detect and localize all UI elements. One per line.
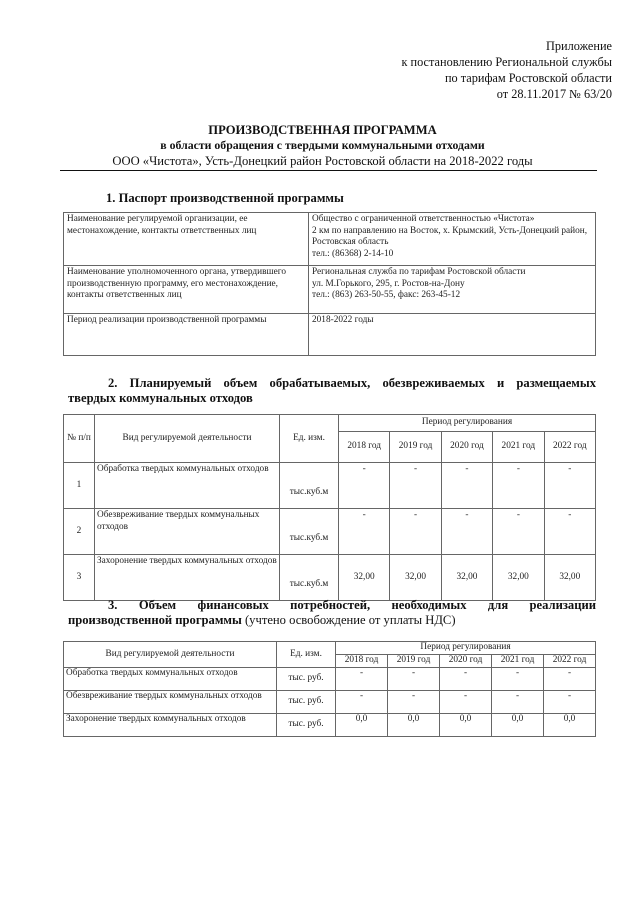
col-header-period: Период регулирования: [336, 642, 596, 655]
col-header-year: 2019 год: [388, 655, 440, 668]
col-header-year: 2021 год: [493, 432, 544, 463]
heading-word: реализации: [529, 598, 596, 612]
row-value: 0,0: [388, 713, 440, 736]
document-title: ПРОИЗВОДСТВЕННАЯ ПРОГРАММА: [208, 123, 437, 137]
passport-label: Период реализации производственной программы: [64, 314, 309, 356]
col-header-year: 2022 год: [544, 432, 595, 463]
col-header-year: 2022 год: [544, 655, 596, 668]
row-value: -: [339, 463, 390, 509]
section1-heading: 1. Паспорт производственной программы: [106, 191, 344, 205]
document-title-block: [60, 122, 585, 169]
annex-line: к постановлению Региональной службы: [401, 55, 612, 69]
col-header-year: 2021 год: [492, 655, 544, 668]
document-subtitle: в области обращения с твердыми коммунальными отходами: [160, 138, 485, 152]
annex-reference: [401, 38, 612, 102]
heading-word: для: [487, 598, 509, 612]
section2-heading-line1: [68, 376, 596, 391]
row-unit: тыс. руб.: [277, 667, 336, 690]
table-header-row: [64, 415, 596, 432]
heading-word: объем: [223, 376, 258, 390]
table-row: [64, 463, 596, 509]
col-header-year: 2019 год: [390, 432, 441, 463]
col-header-unit: Ед. изм.: [280, 415, 339, 463]
col-header-year: 2018 год: [339, 432, 390, 463]
row-value: 32,00: [339, 555, 390, 601]
row-value: -: [492, 667, 544, 690]
row-number: 3: [64, 555, 95, 601]
row-value: -: [440, 690, 492, 713]
table-row: [64, 713, 596, 736]
passport-value: [309, 266, 596, 314]
value-line: тел.: (863) 263-50-55, факс: 263-45-12: [312, 290, 461, 300]
row-value: -: [388, 690, 440, 713]
table-row: [64, 266, 596, 314]
heading-word: обезвреживаемых: [382, 376, 485, 390]
col-header-number: № п/п: [64, 415, 95, 463]
volume-table: [63, 414, 596, 601]
heading-note: (учтено освобождение от уплаты НДС): [241, 613, 456, 627]
col-header-activity: Вид регулируемой деятельности: [64, 642, 277, 668]
section3-heading-line1: [68, 598, 596, 613]
table-row: [64, 555, 596, 601]
value-line: Региональная служба по тарифам Ростовской области: [312, 267, 526, 277]
table-row: [64, 667, 596, 690]
row-value: 32,00: [390, 555, 441, 601]
heading-word: размещаемых: [516, 376, 596, 390]
row-value: 0,0: [544, 713, 596, 736]
row-value: -: [339, 509, 390, 555]
heading-word: и: [496, 376, 505, 390]
row-activity: Обезвреживание твердых коммунальных отходов: [64, 690, 277, 713]
col-header-unit: Ед. изм.: [277, 642, 336, 668]
row-value: -: [390, 509, 441, 555]
row-value: -: [388, 667, 440, 690]
table-header-row: [64, 642, 596, 655]
annex-line: от 28.11.2017 № 63/20: [496, 87, 612, 101]
value-line: тел.: (86368) 2-14-10: [312, 248, 394, 259]
row-value: -: [493, 463, 544, 509]
row-value: 0,0: [492, 713, 544, 736]
row-value: 0,0: [440, 713, 492, 736]
heading-word: потребностей,: [290, 598, 371, 612]
heading-word: 3.: [108, 598, 118, 612]
row-number: 2: [64, 509, 95, 555]
table-row: [64, 314, 596, 356]
row-value: -: [336, 690, 388, 713]
passport-value: [309, 213, 596, 266]
heading-bold-part: производственной программы: [68, 613, 242, 627]
row-activity: Обработка твердых коммунальных отходов: [95, 463, 280, 509]
row-unit: тыс. руб.: [277, 690, 336, 713]
row-value: 32,00: [493, 555, 544, 601]
col-header-year: 2018 год: [336, 655, 388, 668]
row-value: -: [544, 463, 595, 509]
financial-needs-table: [63, 641, 596, 737]
row-value: -: [544, 690, 596, 713]
col-header-year: 2020 год: [440, 655, 492, 668]
row-value: -: [441, 463, 492, 509]
row-value: -: [544, 509, 595, 555]
row-number: 1: [64, 463, 95, 509]
row-value: -: [390, 463, 441, 509]
heading-word: финансовых: [197, 598, 269, 612]
row-activity: Захоронение твердых коммунальных отходов: [64, 713, 277, 736]
row-value: -: [441, 509, 492, 555]
col-header-period: Период регулирования: [339, 415, 596, 432]
passport-value: [309, 314, 596, 356]
value-line: 2 км по направлению на Восток, х. Крымский, Усть-Донецкий район, Ростовская область: [312, 225, 588, 247]
row-activity: Обработка твердых коммунальных отходов: [64, 667, 277, 690]
heading-word: обрабатываемых,: [269, 376, 371, 390]
annex-line: по тарифам Ростовской области: [444, 71, 612, 85]
row-value: -: [336, 667, 388, 690]
heading-word: необходимых: [391, 598, 467, 612]
row-value: -: [493, 509, 544, 555]
section2-heading-line2: твердых коммунальных отходов: [68, 391, 253, 405]
value-line: 2018-2022 годы: [312, 315, 374, 325]
row-activity: Обезвреживание твердых коммунальных отходов: [95, 509, 280, 555]
section3-heading: [68, 598, 596, 628]
col-header-activity: Вид регулируемой деятельности: [95, 415, 280, 463]
row-unit: тыс.куб.м: [280, 555, 339, 601]
table-row: [64, 690, 596, 713]
section2-heading: [68, 376, 596, 406]
section3-heading-line2: [68, 613, 596, 628]
table-row: [64, 213, 596, 266]
row-unit: тыс. руб.: [277, 713, 336, 736]
col-header-year: 2020 год: [441, 432, 492, 463]
row-unit: тыс.куб.м: [280, 509, 339, 555]
row-value: -: [544, 667, 596, 690]
heading-word: Объем: [138, 598, 177, 612]
row-activity: Захоронение твердых коммунальных отходов: [95, 555, 280, 601]
annex-line: Приложение: [546, 39, 612, 53]
document-org-line: ООО «Чистота», Усть-Донецкий район Ростовской области на 2018-2022 годы: [112, 154, 533, 168]
row-value: -: [492, 690, 544, 713]
passport-table: [63, 212, 596, 356]
heading-word: Планируемый: [129, 376, 212, 390]
row-value: 0,0: [336, 713, 388, 736]
value-line: Общество с ограниченной ответственностью «Чистота»: [312, 214, 535, 224]
value-line: ул. М.Горького, 295, г. Ростов-на-Дону: [312, 278, 465, 289]
row-value: -: [440, 667, 492, 690]
row-value: 32,00: [544, 555, 595, 601]
passport-label: Наименование уполномоченного органа, утвердившего производственную программу, его местонахождение, контакты ответственных лиц: [64, 266, 309, 314]
passport-label: Наименование регулируемой организации, ее местонахождение, контакты ответственных лиц: [64, 213, 309, 266]
table-row: [64, 509, 596, 555]
title-divider: [60, 170, 597, 171]
row-value: 32,00: [441, 555, 492, 601]
row-unit: тыс.куб.м: [280, 463, 339, 509]
heading-word: 2.: [108, 376, 118, 390]
